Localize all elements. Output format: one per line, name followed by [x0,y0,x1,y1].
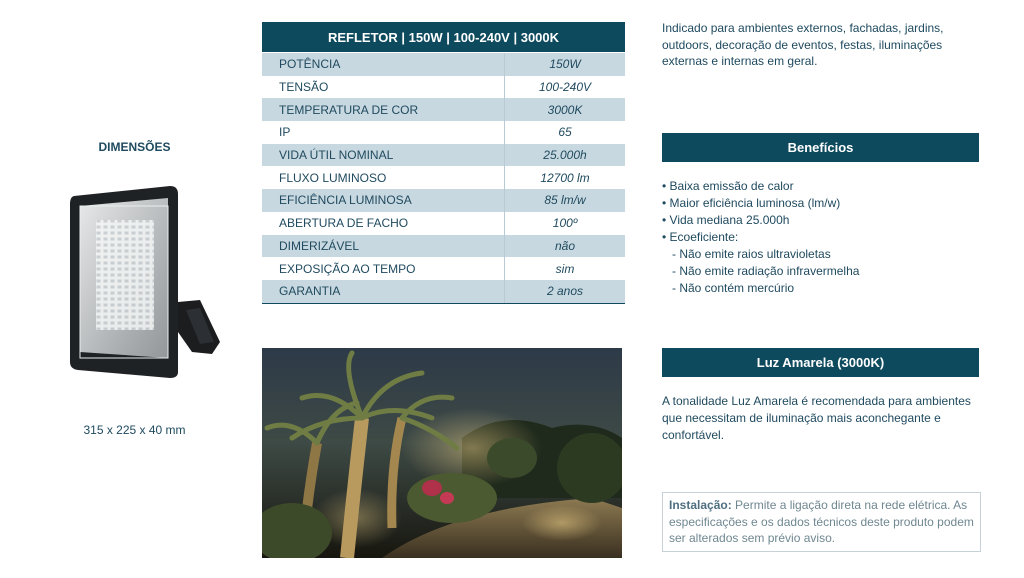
spec-label: EFICIÊNCIA LUMINOSA [262,189,505,212]
spec-table [262,53,625,304]
benefit-item: • Baixa emissão de calor [662,179,794,193]
spec-row [262,76,625,99]
spec-value: 100º [552,216,578,231]
installation-text: Permite a ligação direta na rede elétrica. As especificações e os dados técnicos deste produto podem ser alterados sem prévio aviso. [669,498,974,545]
spec-value: 85 lm/w [505,189,626,212]
spec-row [262,257,625,280]
spec-value: sim [555,261,575,276]
spec-label: DIMERIZÁVEL [262,235,505,258]
spec-row [262,235,625,258]
spec-row [262,121,625,144]
benefits-list [662,178,982,297]
spec-label: EXPOSIÇÃO AO TEMPO [262,257,505,280]
spec-value: 2 anos [505,280,626,303]
benefit-item: - Não emite radiação infravermelha [662,264,860,278]
spec-value: 3000K [505,98,626,121]
spec-table-header: REFLETOR | 150W | 100-240V | 3000K [262,22,625,52]
spec-label: FLUXO LUMINOSO [262,166,505,189]
intro-text: Indicado para ambientes externos, fachadas, jardins, outdoors, decoração de eventos, festas, iluminações externas e internas em geral. [662,21,944,68]
spec-row [262,212,625,235]
spec-value: 12700 lm [540,170,590,185]
spec-value: 150W [505,53,626,76]
spec-row [262,189,625,212]
spec-label: TENSÃO [262,76,505,99]
installation-note [662,492,981,552]
garden-night-photo [262,348,622,558]
spec-label: ABERTURA DE FACHO [262,212,505,235]
spec-row [262,280,625,303]
spec-label: IP [262,121,505,144]
spec-label: TEMPERATURA DE COR [262,98,505,121]
installation-label: Instalação: [669,498,732,512]
benefits-title: Benefícios [662,133,979,162]
spec-row [262,53,625,76]
benefit-item: - Não contém mercúrio [662,281,795,295]
spec-label: VIDA ÚTIL NOMINAL [262,144,505,167]
dimensions-title: DIMENSÕES [98,140,171,154]
spec-row [262,144,625,167]
spec-label: POTÊNCIA [262,53,505,76]
spec-row [262,98,625,121]
benefit-item: - Não emite raios ultravioletas [662,247,831,261]
spec-row [262,166,625,189]
dimensions-size: 315 x 225 x 40 mm [83,423,186,437]
luz-amarela-title: Luz Amarela (3000K) [662,348,979,377]
floodlight-product-image [60,182,220,382]
benefit-item: • Maior eficiência luminosa (lm/w) [662,196,841,210]
spec-value: 65 [558,125,572,140]
benefit-item: • Ecoeficiente: [662,230,739,244]
spec-label: GARANTIA [262,280,505,303]
spec-value: 100-240V [538,80,592,95]
luz-amarela-text: A tonalidade Luz Amarela é recomendada para ambientes que necessitam de iluminação mais aconchegante e confortável. [662,394,971,442]
benefit-item: • Vida mediana 25.000h [662,213,790,227]
spec-value: 25.000h [505,144,626,167]
spec-value: não [505,235,626,258]
